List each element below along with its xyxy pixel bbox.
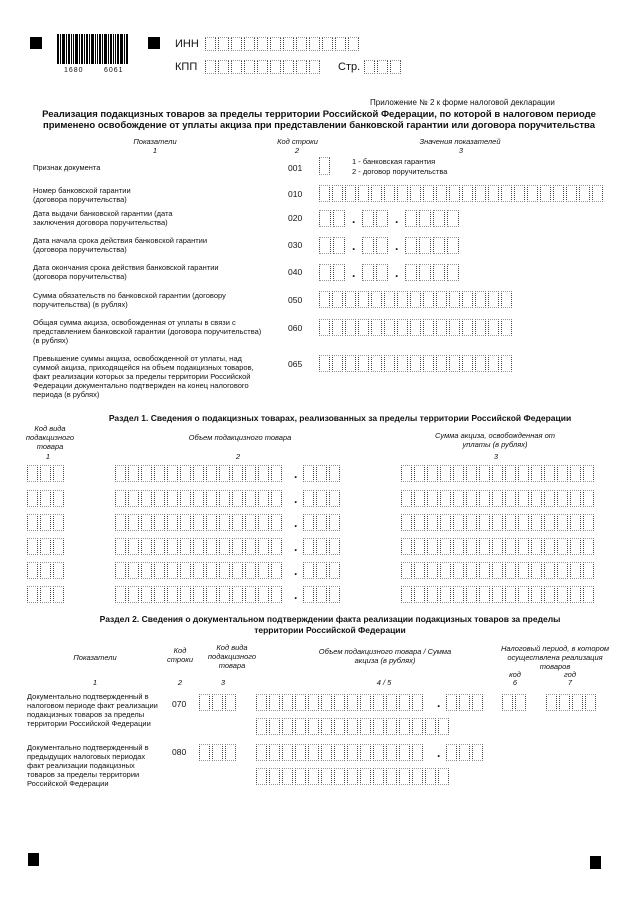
section1-row-5-volume-frac[interactable]	[303, 562, 342, 579]
section2-num-7: 7	[567, 678, 573, 687]
row-030-year[interactable]	[405, 237, 461, 254]
row-060-label: Общая сумма акциза, освобожденная от уплаты в связи с представлением банковской гарантии (договора поручительства) (в рублях)	[33, 318, 262, 345]
page-field[interactable]	[364, 60, 403, 74]
row-070-volume-int[interactable]	[256, 694, 425, 711]
section1-num-2: 2	[235, 452, 241, 461]
row-030-day[interactable]	[319, 237, 347, 254]
page-label: Стр.	[338, 61, 361, 73]
section2-col4-header: Объем подакцизного товара / Сумма акциза (в рублях)	[318, 647, 452, 665]
section1-col1-header: Код вида подакцизного товара	[25, 424, 75, 451]
row-065-field[interactable]	[319, 355, 514, 372]
section1-row-3-product-code[interactable]	[27, 514, 66, 531]
section2-col3-header: Код вида подакцизного товара	[207, 643, 257, 670]
row-065-label: Превышение суммы акциза, освобожденной от уплаты, над суммой акциза, приходящейся на объем подакцизных товаров, факт реализации которых за пределы территории Российской Федерации документально подтвержден на конец налогового периода (в рублях)	[33, 354, 254, 399]
section1-row-2-product-code[interactable]	[27, 490, 66, 507]
section2-num-1: 1	[92, 678, 98, 687]
section1-row-5-volume-int[interactable]	[115, 562, 284, 579]
section1-row-5-excise-sum[interactable]	[401, 562, 596, 579]
section2-col1-header: Показатели	[73, 653, 117, 662]
row-020-code: 020	[288, 213, 303, 223]
barcode-number-right: 6061	[104, 67, 124, 74]
inn-field[interactable]	[205, 37, 361, 51]
row-010-code: 010	[288, 189, 303, 199]
section1-row-4-excise-sum[interactable]	[401, 538, 596, 555]
row-070-code: 070	[172, 699, 187, 709]
section1-num-3: 3	[493, 452, 499, 461]
section1-row-3-volume-int[interactable]	[115, 514, 284, 531]
section2-num-2: 2	[177, 678, 183, 687]
corner-marker-top-mid	[148, 37, 160, 49]
kpp-field[interactable]	[205, 60, 322, 74]
section1-row-2-excise-sum[interactable]	[401, 490, 596, 507]
section1-row-4-volume-frac[interactable]	[303, 538, 342, 555]
section2-num-3: 3	[220, 678, 226, 687]
section1-row-6-excise-sum[interactable]	[401, 586, 596, 603]
row-060-field[interactable]	[319, 319, 514, 336]
row-010-label: Номер банковской гарантии (договора поручительства)	[33, 186, 131, 204]
row-001-code: 001	[288, 163, 303, 173]
row-020-year[interactable]	[405, 210, 461, 227]
row-080-volume-frac[interactable]	[446, 744, 485, 761]
corner-marker-bottom-right	[590, 856, 601, 869]
row-080-volume-int[interactable]	[256, 744, 425, 761]
doc-option-2: 2 - договор поручительства	[352, 167, 448, 176]
barcode	[57, 34, 129, 64]
row-001-label: Признак документа	[33, 163, 101, 172]
row-070-label: Документально подтвержденный в налоговом периоде факт реализации подакцизных товаров за пределы территории Российской Федерации	[27, 692, 158, 728]
section2-col5a-header: код	[509, 670, 521, 679]
section1-row-1-product-code[interactable]	[27, 465, 66, 482]
doc-option-1: 1 - банковская гарантия	[352, 157, 436, 166]
section1-row-4-product-code[interactable]	[27, 538, 66, 555]
row-080-code: 080	[172, 747, 187, 757]
section1-row-1-volume-dot: .	[294, 467, 298, 481]
row-020-dot-1: .	[352, 212, 356, 226]
inn-label: ИНН	[175, 38, 199, 50]
section1-title: Раздел 1. Сведения о подакцизных товарах, реализованных за пределы территории Российской Федерации	[108, 413, 572, 423]
col-header-values: Значения показателей	[419, 137, 501, 146]
row-060-code: 060	[288, 323, 303, 333]
row-040-day[interactable]	[319, 264, 347, 281]
section1-row-3-excise-sum[interactable]	[401, 514, 596, 531]
row-040-year[interactable]	[405, 264, 461, 281]
section1-row-4-volume-dot: .	[294, 540, 298, 554]
row-010-field[interactable]	[319, 185, 605, 202]
section1-row-5-product-code[interactable]	[27, 562, 66, 579]
section2-col5b-header: год	[564, 670, 576, 679]
row-050-field[interactable]	[319, 291, 514, 308]
section1-row-3-volume-frac[interactable]	[303, 514, 342, 531]
corner-marker-top-left	[30, 37, 42, 49]
corner-marker-bottom-left	[28, 853, 39, 866]
row-070-period-year[interactable]	[546, 694, 598, 711]
col-header-indicators: Показатели	[133, 137, 177, 146]
section1-row-5-volume-dot: .	[294, 564, 298, 578]
row-050-label: Сумма обязательств по банковской гарантии (договору поручительства) (в рублях)	[33, 291, 226, 309]
row-070-product-code[interactable]	[199, 694, 238, 711]
col-num-2: 2	[294, 146, 300, 155]
section2-num-6: 6	[512, 678, 518, 687]
section2-col2-header: Код строки	[167, 646, 193, 664]
barcode-number-left: 1680	[64, 67, 84, 74]
section2-num-45: 4 / 5	[376, 678, 392, 687]
row-070-volume-frac[interactable]	[446, 694, 485, 711]
section2-col5-header: Налоговый период, в котором осуществлена реализация товаров	[500, 644, 610, 671]
section1-row-3-volume-dot: .	[294, 516, 298, 530]
col-header-line-code: Код строки	[277, 137, 318, 146]
col-num-3: 3	[458, 146, 464, 155]
row-070-excise-sum[interactable]	[256, 718, 451, 735]
row-030-label: Дата начала срока действия банковской гарантии (договора поручительства)	[33, 236, 208, 254]
row-040-month[interactable]	[362, 264, 390, 281]
section1-row-6-volume-frac[interactable]	[303, 586, 342, 603]
row-040-code: 040	[288, 267, 303, 277]
row-080-label: Документально подтвержденный в предыдущих налоговых периодах факт реализации подакцизных товаров за пределы территории Российской Федерации	[27, 743, 149, 788]
row-040-dot-2: .	[395, 266, 399, 280]
row-020-dot-2: .	[395, 212, 399, 226]
row-030-code: 030	[288, 240, 303, 250]
row-020-label: Дата выдачи банковской гарантии (дата заключения договора поручительства)	[33, 209, 173, 227]
section2-title: Раздел 2. Сведения о документальном подтверждении факта реализации подакцизных товаров за пределы территории Российской Федерации	[99, 614, 561, 635]
row-070-volume-dot: .	[437, 696, 441, 710]
col-num-1: 1	[152, 146, 158, 155]
section1-row-1-excise-sum[interactable]	[401, 465, 596, 482]
section1-col3-header: Сумма акциза, освобожденная от уплаты (в рублях)	[434, 431, 555, 449]
kpp-label: КПП	[175, 61, 198, 73]
row-040-label: Дата окончания срока действия банковской гарантии (договора поручительства)	[33, 263, 219, 281]
section1-row-6-volume-dot: .	[294, 588, 298, 602]
section1-row-6-volume-int[interactable]	[115, 586, 284, 603]
section1-num-1: 1	[45, 452, 51, 461]
appendix-note: Приложение № 2 к форме налоговой декларации	[370, 98, 555, 107]
row-065-code: 065	[288, 359, 303, 369]
row-030-month[interactable]	[362, 237, 390, 254]
section1-col2-header: Объем подакцизного товара	[188, 433, 292, 442]
section1-row-2-volume-frac[interactable]	[303, 490, 342, 507]
row-080-excise-sum[interactable]	[256, 768, 451, 785]
section1-row-6-product-code[interactable]	[27, 586, 66, 603]
row-080-product-code[interactable]	[199, 744, 238, 761]
row-020-day[interactable]	[319, 210, 347, 227]
form-title: Реализация подакцизных товаров за пределы территории Российской Федерации, по которой в налоговом периоде применено освобождение от уплаты акциза при представлении банковской гарантии или договора поручительства	[42, 109, 596, 131]
row-030-dot-2: .	[395, 239, 399, 253]
row-080-volume-dot: .	[437, 746, 441, 760]
section1-row-4-volume-int[interactable]	[115, 538, 284, 555]
row-020-month[interactable]	[362, 210, 390, 227]
row-040-dot-1: .	[352, 266, 356, 280]
row-050-code: 050	[288, 295, 303, 305]
row-001-field[interactable]	[319, 157, 332, 175]
section1-row-2-volume-dot: .	[294, 492, 298, 506]
row-070-period-code[interactable]	[502, 694, 528, 711]
section1-row-1-volume-frac[interactable]	[303, 465, 342, 482]
section1-row-1-volume-int[interactable]	[115, 465, 284, 482]
section1-row-2-volume-int[interactable]	[115, 490, 284, 507]
row-030-dot-1: .	[352, 239, 356, 253]
